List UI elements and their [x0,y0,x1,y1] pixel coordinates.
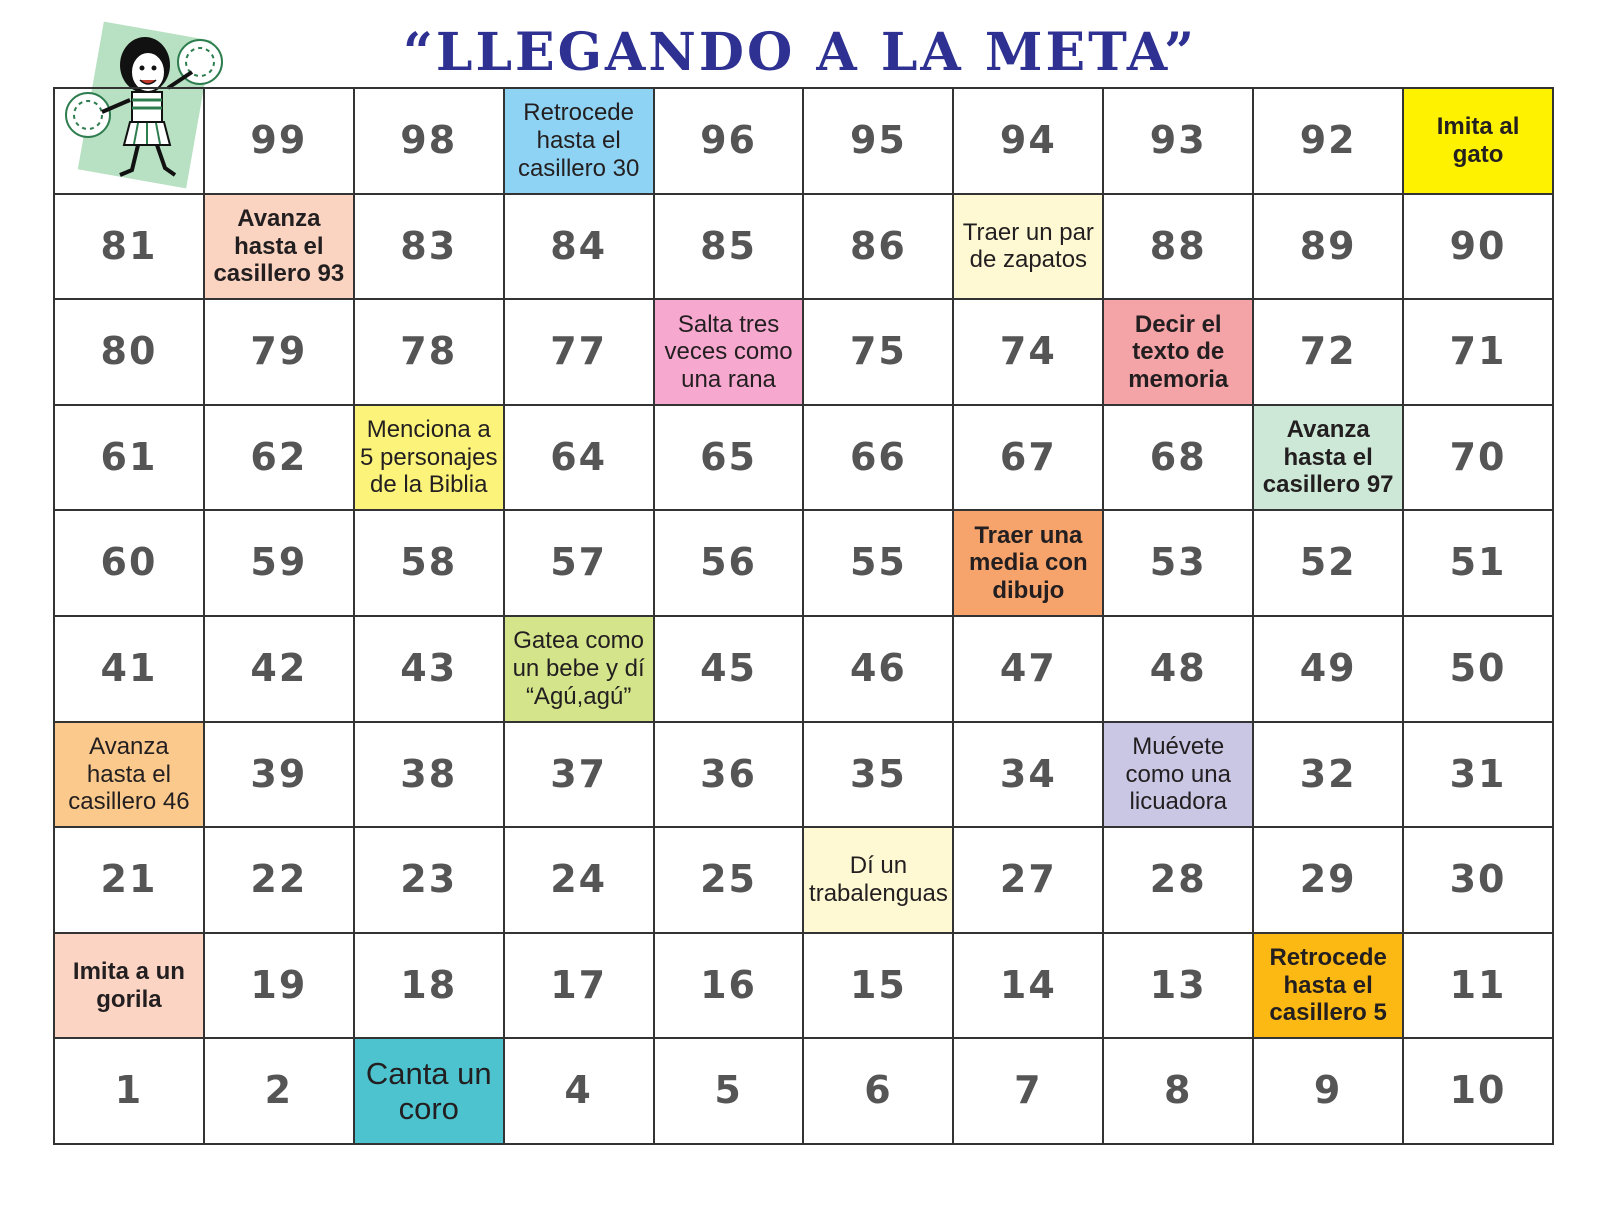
board-cell-66: 66 [804,406,954,512]
task-cell: Avanza hasta el casillero 46 [55,723,205,829]
board-cell-36: 36 [655,723,805,829]
board-cell-99: 99 [205,89,355,195]
board-cell-78: 78 [355,300,505,406]
board-cell-22: 22 [205,828,355,934]
board-cell-14: 14 [954,934,1104,1040]
board-cell-11: 11 [1404,934,1554,1040]
board-cell-start-blank [55,89,205,195]
board-cell-75: 75 [804,300,954,406]
task-cell: Avanza hasta el casillero 93 [205,195,355,301]
board-cell-62: 62 [205,406,355,512]
board-cell-60: 60 [55,511,205,617]
game-board [53,87,1554,1145]
task-cell: Imita al gato [1404,89,1554,195]
task-cell: Dí un trabalenguas [804,828,954,934]
board-cell-35: 35 [804,723,954,829]
board-cell-55: 55 [804,511,954,617]
board-cell-80: 80 [55,300,205,406]
board-cell-84: 84 [505,195,655,301]
board-cell-15: 15 [804,934,954,1040]
board-cell-5: 5 [655,1039,805,1145]
task-cell: Muévete como una licuadora [1104,723,1254,829]
board-cell-79: 79 [205,300,355,406]
board-cell-41: 41 [55,617,205,723]
board-cell-68: 68 [1104,406,1254,512]
board-cell-88: 88 [1104,195,1254,301]
board-cell-21: 21 [55,828,205,934]
page-title: “LLEGANDO A LA META” [402,22,1198,83]
board-cell-61: 61 [55,406,205,512]
board-cell-6: 6 [804,1039,954,1145]
board-cell-72: 72 [1254,300,1404,406]
board-cell-56: 56 [655,511,805,617]
board-cell-16: 16 [655,934,805,1040]
board-cell-71: 71 [1404,300,1554,406]
board-cell-34: 34 [954,723,1104,829]
board-cell-98: 98 [355,89,505,195]
board-cell-27: 27 [954,828,1104,934]
task-cell: Salta tres veces como una rana [655,300,805,406]
board-cell-83: 83 [355,195,505,301]
board-cell-19: 19 [205,934,355,1040]
board-cell-58: 58 [355,511,505,617]
board-cell-46: 46 [804,617,954,723]
board-cell-52: 52 [1254,511,1404,617]
board-cell-23: 23 [355,828,505,934]
board-cell-53: 53 [1104,511,1254,617]
board-cell-8: 8 [1104,1039,1254,1145]
board-cell-31: 31 [1404,723,1554,829]
board-cell-7: 7 [954,1039,1104,1145]
board-cell-89: 89 [1254,195,1404,301]
board-cell-4: 4 [505,1039,655,1145]
board-cell-32: 32 [1254,723,1404,829]
board-cell-28: 28 [1104,828,1254,934]
board-cell-48: 48 [1104,617,1254,723]
task-cell: Imita a un gorila [55,934,205,1040]
board-cell-81: 81 [55,195,205,301]
board-cell-38: 38 [355,723,505,829]
board-cell-96: 96 [655,89,805,195]
board-cell-47: 47 [954,617,1104,723]
board-cell-51: 51 [1404,511,1554,617]
board-cell-43: 43 [355,617,505,723]
board-cell-49: 49 [1254,617,1404,723]
board-cell-25: 25 [655,828,805,934]
board-cell-18: 18 [355,934,505,1040]
board-cell-70: 70 [1404,406,1554,512]
board-cell-9: 9 [1254,1039,1404,1145]
task-cell: Retrocede hasta el casillero 30 [505,89,655,195]
board-cell-95: 95 [804,89,954,195]
board-cell-85: 85 [655,195,805,301]
board-cell-77: 77 [505,300,655,406]
board-cell-57: 57 [505,511,655,617]
board-cell-24: 24 [505,828,655,934]
board-cell-90: 90 [1404,195,1554,301]
task-cell: Avanza hasta el casillero 97 [1254,406,1404,512]
board-cell-42: 42 [205,617,355,723]
task-cell: Traer un par de zapatos [954,195,1104,301]
board-cell-86: 86 [804,195,954,301]
board-cell-37: 37 [505,723,655,829]
task-cell: Canta un coro [355,1039,505,1145]
board-cell-10: 10 [1404,1039,1554,1145]
board-cell-29: 29 [1254,828,1404,934]
task-cell: Retrocede hasta el casillero 5 [1254,934,1404,1040]
board-cell-92: 92 [1254,89,1404,195]
board-cell-13: 13 [1104,934,1254,1040]
board-cell-64: 64 [505,406,655,512]
board-cell-50: 50 [1404,617,1554,723]
task-cell: Decir el texto de memoria [1104,300,1254,406]
board-cell-74: 74 [954,300,1104,406]
board-cell-17: 17 [505,934,655,1040]
board-cell-39: 39 [205,723,355,829]
board-cell-93: 93 [1104,89,1254,195]
board-cell-1: 1 [55,1039,205,1145]
board-cell-30: 30 [1404,828,1554,934]
task-cell: Gatea como un bebe y dí “Agú,agú” [505,617,655,723]
task-cell: Traer una media con dibujo [954,511,1104,617]
board-cell-59: 59 [205,511,355,617]
board-cell-65: 65 [655,406,805,512]
board-cell-2: 2 [205,1039,355,1145]
board-cell-45: 45 [655,617,805,723]
board-cell-94: 94 [954,89,1104,195]
task-cell: Menciona a 5 personajes de la Biblia [355,406,505,512]
board-cell-67: 67 [954,406,1104,512]
